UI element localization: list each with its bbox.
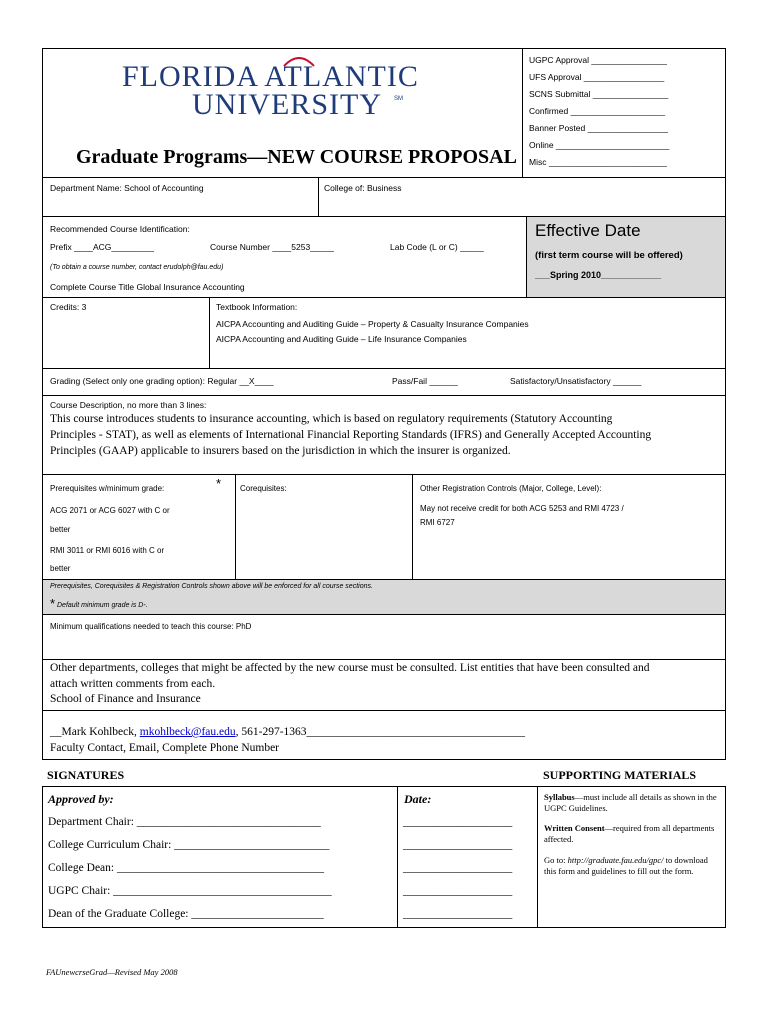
faculty-email-link[interactable]: mkohlbeck@fau.edu xyxy=(139,726,236,738)
prereq-item1-cont: better xyxy=(50,525,71,534)
guidelines-link[interactable]: http://graduate.fau.edu/gpc/ xyxy=(567,855,664,865)
effective-date-heading: Effective Date xyxy=(535,221,641,240)
consent-label: Written Consent xyxy=(544,823,605,833)
other-controls-line2: RMI 6727 xyxy=(420,518,455,527)
logo-line2: UNIVERSITY xyxy=(192,88,382,121)
course-id-heading: Recommended Course Identification: xyxy=(50,224,190,234)
approval-item: Confirmed ____________________ xyxy=(529,106,666,116)
prereq-item2: RMI 3011 or RMI 6016 with C or xyxy=(50,546,165,555)
credits: Credits: 3 xyxy=(50,302,87,312)
approval-item: Misc _________________________ xyxy=(529,157,668,167)
college-dean-signature[interactable]: College Dean: ____________________________________ xyxy=(48,862,324,874)
syllabus-label: Syllabus xyxy=(544,792,575,802)
department-chair-signature[interactable]: Department Chair: ________________________________ xyxy=(48,816,321,828)
textbook-heading: Textbook Information: xyxy=(216,302,298,312)
enforcement-note: Prerequisites, Corequisites & Registration Controls shown above will be enforced for all course sections. xyxy=(50,583,373,590)
approval-item: Online ________________________ xyxy=(529,140,670,150)
date-label: Date: xyxy=(404,792,432,806)
supporting-heading: SUPPORTING MATERIALS xyxy=(543,768,697,782)
default-grade-note: Default minimum grade is D-. xyxy=(57,602,148,609)
min-qual-box xyxy=(42,614,726,660)
other-depts-line2: attach written comments from each. xyxy=(50,678,216,690)
date-field[interactable]: ___________________ xyxy=(403,885,513,897)
faculty-contact xyxy=(50,726,525,738)
description-line3: Principles (GAAP) applicable to insurers based on the jurisdiction in which the insurer is organized. xyxy=(50,445,511,457)
faculty-phone: , 561-297-1363______________________________________ xyxy=(235,726,526,738)
graduate-dean-signature[interactable]: Dean of the Graduate College: _______________________ xyxy=(48,908,324,920)
approval-item: Banner Posted _________________ xyxy=(529,123,668,133)
faculty-name: __Mark Kohlbeck, xyxy=(50,726,140,738)
coreq-heading: Corequisites: xyxy=(240,484,287,493)
prereq-star: * xyxy=(216,476,222,491)
effective-date-sub: (first term course will be offered) xyxy=(535,250,683,261)
description-heading: Course Description, no more than 3 lines: xyxy=(50,400,207,410)
other-controls-line1: May not receive credit for both ACG 5253 and RMI 4723 / xyxy=(420,504,624,513)
faculty-caption: Faculty Contact, Email, Complete Phone Number xyxy=(50,742,280,754)
course-prefix: Prefix ____ACG_________ xyxy=(50,242,154,252)
signatures-box xyxy=(42,786,398,928)
prereq-item2-cont: better xyxy=(50,564,71,573)
grading-regular: Grading (Select only one grading option): Regular __X____ xyxy=(50,376,274,386)
prereq-item1: ACG 2071 or ACG 6027 with C or xyxy=(50,506,170,515)
textbook-line2: AICPA Accounting and Auditing Guide – Life Insurance Companies xyxy=(216,334,467,344)
approval-item: UGPC Approval ________________ xyxy=(529,55,667,65)
logo-owl-mark-icon xyxy=(282,54,316,68)
goto-note xyxy=(544,855,720,877)
consent-note xyxy=(544,823,720,845)
default-grade-star: * xyxy=(50,596,56,611)
lab-code: Lab Code (L or C) _____ xyxy=(390,242,484,252)
approval-item: UFS Approval _________________ xyxy=(529,72,665,82)
date-box xyxy=(397,786,538,928)
date-field[interactable]: ___________________ xyxy=(403,816,513,828)
date-field[interactable]: ___________________ xyxy=(403,908,513,920)
date-field[interactable]: ___________________ xyxy=(403,839,513,851)
page-title: Graduate Programs—NEW COURSE PROPOSAL xyxy=(76,146,517,168)
college-name: College of: Business xyxy=(324,183,402,193)
ugpc-chair-signature[interactable]: UGPC Chair: ______________________________________ xyxy=(48,885,332,897)
consent-text: —required from all departments affected. xyxy=(544,823,715,844)
description-line2: Principles - STAT), as well as elements of International Financial Reporting Standards (IFRS) and Generally Accepted Accounting xyxy=(50,429,652,441)
grading-passfail: Pass/Fail ______ xyxy=(392,376,458,386)
approved-by-label: Approved by: xyxy=(48,792,114,806)
logo-line1: FLORIDA ATLANTIC xyxy=(122,60,419,93)
description-line1: This course introduces students to insurance accounting, which is based on regulatory requirements (Statutory Accounting xyxy=(50,413,613,425)
other-depts-line1: Other departments, colleges that might be affected by the new course must be consulted. List entities that have been consulted and xyxy=(50,662,650,674)
course-number: Course Number ____5253_____ xyxy=(210,242,334,252)
goto-suffix: to download this form and guidelines to fill out the form. xyxy=(544,855,708,876)
goto-prefix: Go to: xyxy=(544,855,568,865)
fau-logo xyxy=(122,60,462,122)
college-curriculum-chair-signature[interactable]: College Curriculum Chair: ___________________________ xyxy=(48,839,330,851)
textbook-line1: AICPA Accounting and Auditing Guide – Property & Casualty Insurance Companies xyxy=(216,319,529,329)
grading-satisfactory: Satisfactory/Unsatisfactory ______ xyxy=(510,376,642,386)
signatures-heading: SIGNATURES xyxy=(47,768,125,782)
date-field[interactable]: ___________________ xyxy=(403,862,513,874)
syllabus-note xyxy=(544,792,720,814)
other-depts-line3: School of Finance and Insurance xyxy=(50,693,201,705)
course-title: Complete Course Title Global Insurance Accounting xyxy=(50,282,245,292)
other-controls-heading: Other Registration Controls (Major, College, Level): xyxy=(420,484,602,493)
logo-sm: SM xyxy=(394,96,403,102)
department-name: Department Name: School of Accounting xyxy=(50,183,204,193)
min-qual: Minimum qualifications needed to teach this course: PhD xyxy=(50,622,252,631)
course-number-note: (To obtain a course number, contact erudolph@fau.edu) xyxy=(50,264,224,271)
effective-term: ___Spring 2010____________ xyxy=(535,270,662,280)
syllabus-text: —must include all details as shown in the UGPC Guidelines. xyxy=(544,792,717,813)
footer-revision: FAUnewcrseGrad—Revised May 2008 xyxy=(46,967,178,977)
approval-item: SCNS Submittal ________________ xyxy=(529,89,669,99)
prereq-heading: Prerequisites w/minimum grade: xyxy=(50,484,165,493)
